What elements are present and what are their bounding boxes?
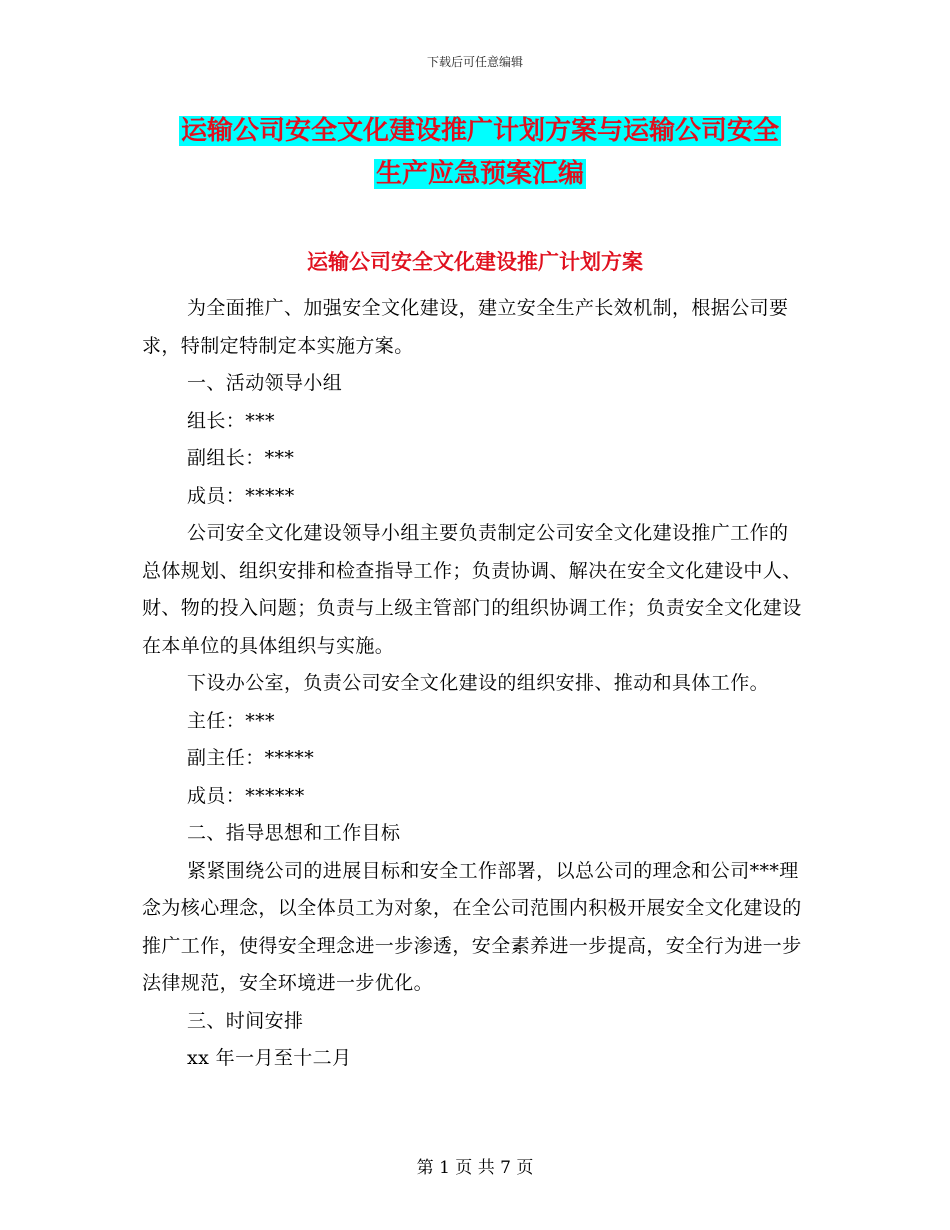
paragraph: 紧紧围绕公司的进展目标和安全工作部署，以总公司的理念和公司***理念为核心理念，以全体员工为对象，在全公司范围内积极开展安全文化建设的推广工作，使得安全理念进一步渗透，安全素养进一步提高，安全行为进一步法律规范，安全环境进一步优化。 xyxy=(142,859,802,994)
paragraph: 公司安全文化建设领导小组主要负责制定公司安全文化建设推广工作的总体规划、组织安排和检查指导工作；负责协调、解决在安全文化建设中人、财、物的投入问题；负责与上级主管部门的组织协调工作；负责安全文化建设在本单位的具体组织与实施。 xyxy=(142,522,802,657)
paragraph: 二、指导思想和工作目标 xyxy=(187,822,401,844)
header-note: 下载后可任意编辑 xyxy=(426,55,523,69)
paragraph: 成员：****** xyxy=(187,784,305,807)
section-title: 运输公司安全文化建设推广计划方案 xyxy=(307,250,643,274)
document-body xyxy=(142,290,802,1078)
paragraph: 为全面推广、加强安全文化建设，建立安全生产长效机制，根据公司要求，特制定特制定本实施方案。 xyxy=(142,297,789,357)
paragraph: 副组长：*** xyxy=(187,447,295,469)
paragraph: 一、活动领导小组 xyxy=(187,372,343,394)
paragraph: xx 年一月至十二月 xyxy=(187,1047,352,1069)
document-title-line-1: 运输公司安全文化建设推广计划方案与运输公司安全 xyxy=(180,116,779,146)
paragraph: 组长：*** xyxy=(187,409,275,432)
document-title-line-2: 生产应急预案汇编 xyxy=(375,159,584,189)
paragraph: 下设办公室，负责公司安全文化建设的组织安排、推动和具体工作。 xyxy=(187,672,770,694)
paragraph: 副主任：***** xyxy=(187,747,315,769)
page-footer: 第 1 页 共 7 页 xyxy=(416,1158,534,1178)
paragraph: 主任：*** xyxy=(187,709,275,732)
paragraph: 三、时间安排 xyxy=(187,1009,304,1032)
paragraph: 成员：***** xyxy=(187,484,295,507)
